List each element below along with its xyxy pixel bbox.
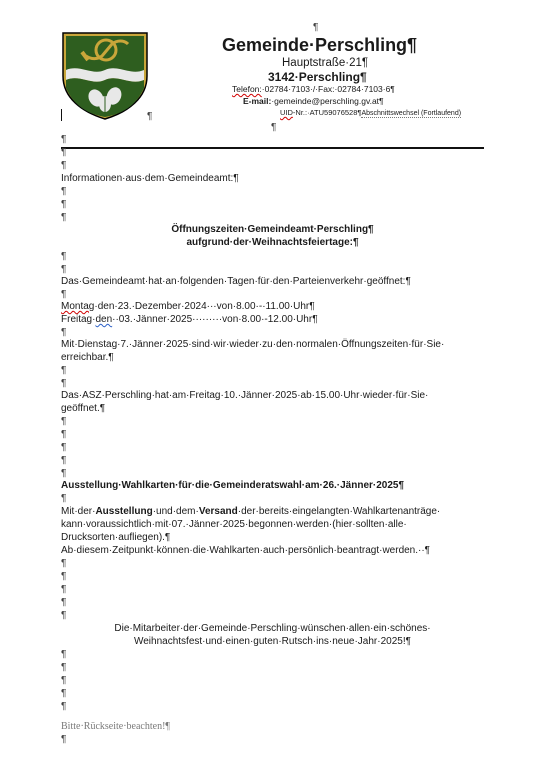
pilcrow: ¶ [61, 468, 67, 479]
wahlkarten-line-1 [61, 506, 440, 518]
pilcrow: ¶ [61, 649, 67, 660]
den-word: den [95, 314, 113, 325]
pilcrow: ¶ [61, 455, 67, 466]
pilcrow: ¶ [61, 365, 67, 376]
section-break-marker: Abschnittswechsel (Fortlaufend) [361, 110, 462, 117]
page-title: Gemeinde·Perschling¶ [222, 35, 418, 55]
uid-number: -Nr.:·ATU59076528¶ [292, 108, 362, 117]
pilcrow: ¶ [61, 378, 67, 389]
hours-line-friday [61, 314, 318, 326]
opening-days-text: Das·Gemeindeamt·hat·an·folgenden·Tagen·für·den·Parteienverkehr·geöffnet:¶ [61, 276, 411, 287]
email-address: ·gemeinde@perschling.gv.at¶ [271, 96, 384, 106]
normal-hours-line-1: Mit·Dienstag·7.·Jänner·2025·sind·wir·wieder·zu·den·normalen·Öffnungszeiten·für·Sie· [61, 339, 445, 350]
pilcrow: ¶ [61, 701, 67, 712]
back-note: Bitte·Rückseite·beachten!¶ [61, 721, 170, 732]
wahlkarten-line-2: kann·voraussichtlich·mit·07.·Jänner·2025·begonnen·werden·(hier·sollten·alle· [61, 519, 407, 530]
email-line [243, 96, 384, 106]
pilcrow-header-center: ¶ [271, 122, 277, 133]
pilcrow-header-left: ¶ [147, 111, 153, 122]
wahlkarten-heading: Ausstellung·Wahlkarten·für·die·Gemeinderatswahl·am·26.·Jänner·2025¶ [61, 480, 405, 491]
email-label: E-mail: [243, 96, 272, 106]
hours-title-2: aufgrund·der·Weihnachtsfeiertage:¶ [186, 237, 359, 248]
hours-title-1: Öffnungszeiten·Gemeindeamt·Perschling¶ [171, 224, 374, 235]
pilcrow: ¶ [61, 416, 67, 427]
pilcrow: ¶ [61, 610, 67, 621]
street-line: Hauptstraße·21¶ [282, 57, 369, 69]
hours-line-monday [61, 301, 315, 313]
info-heading: Informationen·aus·dem·Gemeindeamt:¶ [61, 173, 239, 184]
asz-line-2: geöffnet.¶ [61, 403, 106, 414]
pilcrow: ¶ [61, 442, 67, 453]
pilcrow: ¶ [61, 289, 67, 300]
pilcrow: ¶ [61, 199, 67, 210]
wishes-line-1: Die·Mitarbeiter·der·Gemeinde·Perschling·wünschen·allen·ein·schönes· [114, 623, 431, 634]
pilcrow: ¶ [61, 558, 67, 569]
pilcrow: ¶ [61, 264, 67, 275]
monday-hours: ·den·23.·Dezember·2024···von·8.00·-·11.00·Uhr¶ [94, 301, 315, 312]
pilcrow: ¶ [61, 675, 67, 686]
pilcrow: ¶ [61, 327, 67, 338]
pilcrow: ¶ [61, 688, 67, 699]
phone-numbers: ·02784·7103·/·Fax:·02784·7103·6¶ [261, 84, 395, 94]
wishes-line-2: Weihnachtsfest·und·einen·guten·Rutsch·ins·neue·Jahr·2025!¶ [133, 636, 411, 647]
phone-label: Telefon: [232, 84, 262, 94]
pilcrow: ¶ [61, 584, 67, 595]
pilcrow: ¶ [61, 147, 67, 158]
text-run-bold: Ausstellung [95, 506, 153, 517]
pilcrow: ¶ [61, 160, 67, 171]
friday-hours: ··03.·Jänner·2025·········von·8.00·-12.00·Uhr¶ [112, 314, 318, 325]
header-divider [61, 147, 484, 149]
pilcrow: ¶ [61, 734, 67, 745]
pilcrow: ¶ [61, 212, 67, 223]
text-cursor [61, 109, 62, 121]
monday-word: Montag [61, 301, 95, 312]
pilcrow: ¶ [61, 493, 67, 504]
wahlkarten-line-4: Ab·diesem·Zeitpunkt·können·die·Wahlkarten·auch·persönlich·beantragt·werden.··¶ [61, 545, 431, 556]
text-run: ·der·bereits·eingelangten·Wahlkartenanträge· [237, 506, 441, 517]
pilcrow: ¶ [61, 662, 67, 673]
pilcrow: ¶ [61, 429, 67, 440]
coat-of-arms-logo [62, 32, 148, 120]
city-line: 3142·Perschling¶ [268, 70, 367, 84]
pilcrow-top: ¶ [313, 22, 319, 33]
friday-word: Freitag· [61, 314, 96, 325]
text-run: Mit·der· [61, 506, 96, 517]
normal-hours-line-2: erreichbar.¶ [61, 352, 114, 363]
text-run: ·und·dem· [152, 506, 199, 517]
pilcrow: ¶ [61, 134, 67, 145]
uid-label: UID [280, 108, 293, 117]
phone-line [232, 84, 395, 94]
wahlkarten-line-3: Drucksorten·aufliegen).¶ [61, 532, 171, 543]
text-run-bold: Versand [198, 506, 238, 517]
uid-line [280, 108, 461, 118]
pilcrow: ¶ [61, 251, 67, 262]
pilcrow: ¶ [61, 571, 67, 582]
pilcrow: ¶ [61, 186, 67, 197]
asz-line-1: Das·ASZ·Perschling·hat·am·Freitag·10.·Jänner·2025·ab·15.00·Uhr·wieder·für·Sie· [61, 390, 429, 401]
pilcrow: ¶ [61, 597, 67, 608]
